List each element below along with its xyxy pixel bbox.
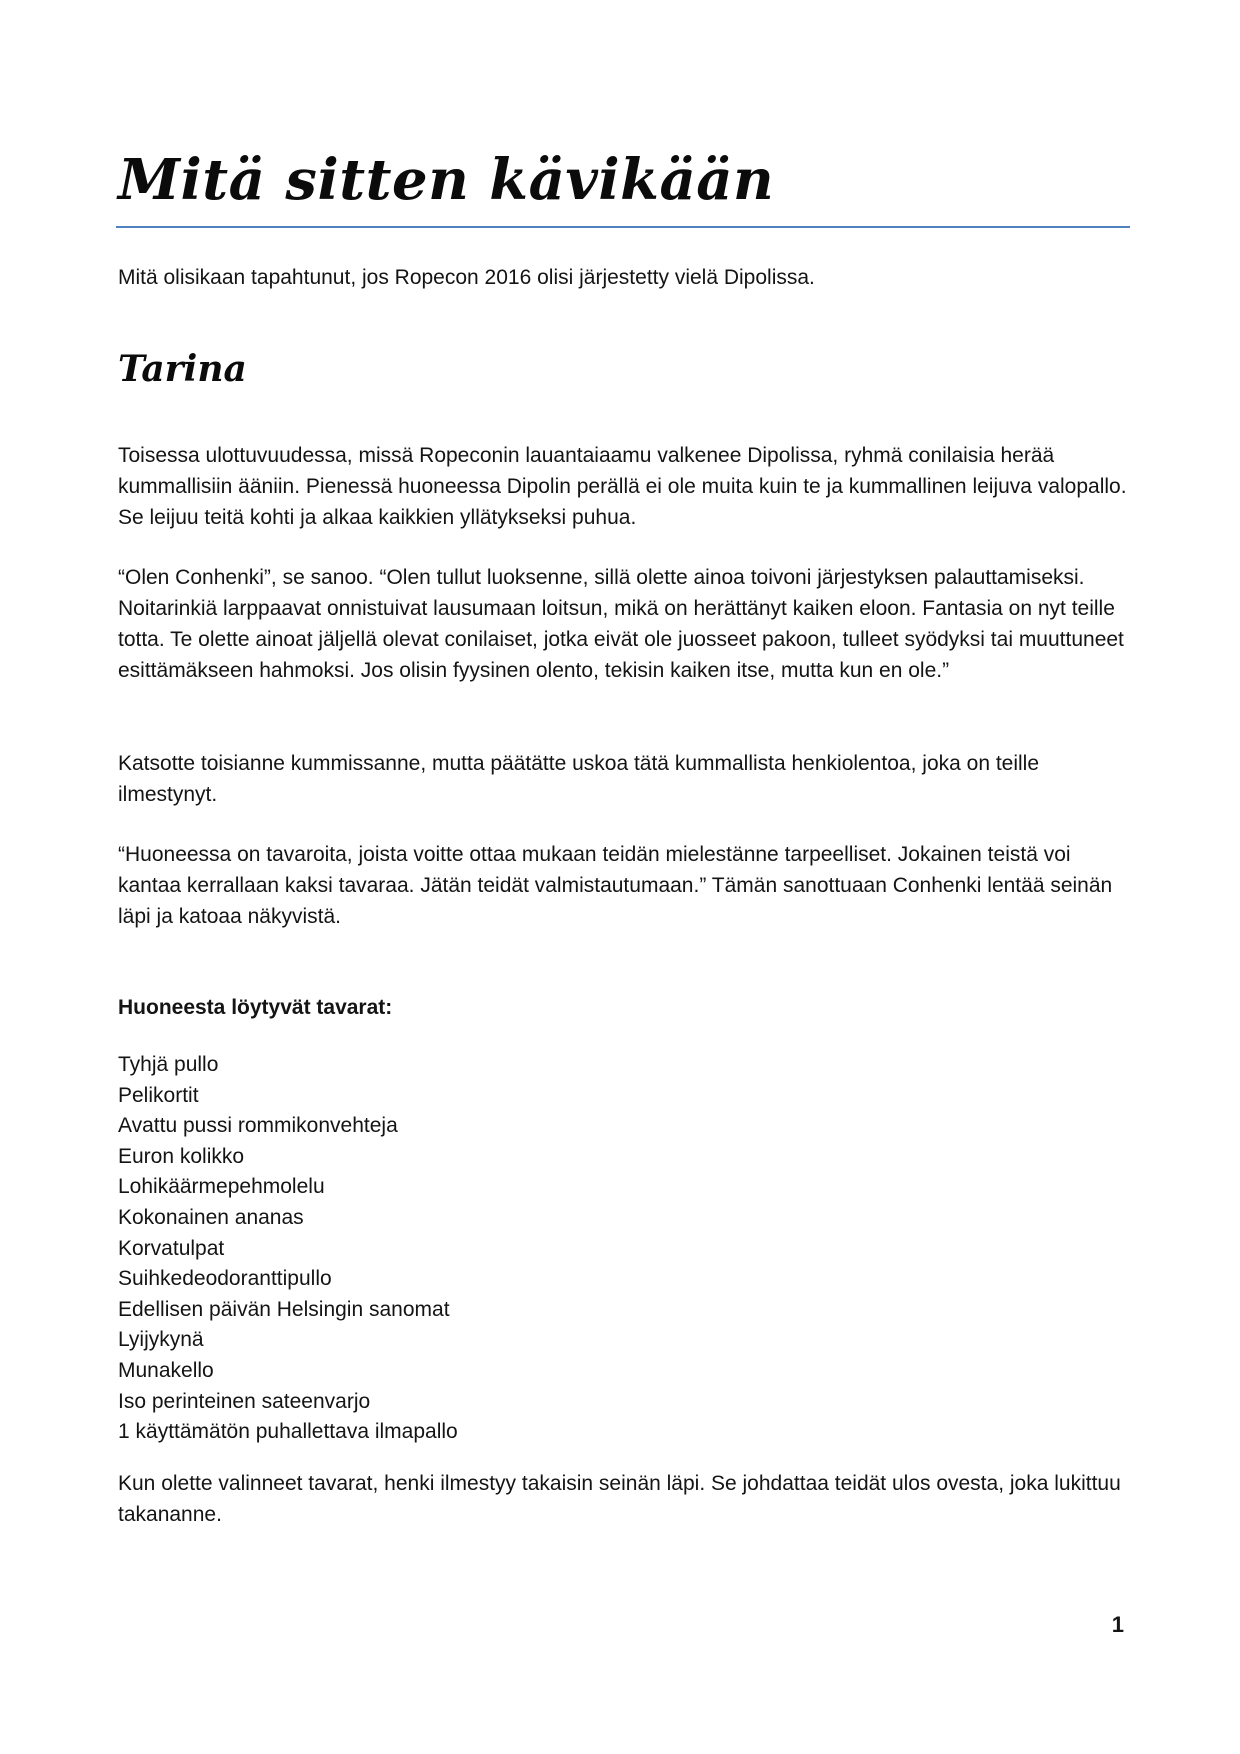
list-item: Lohikäärmepehmolelu [118, 1175, 325, 1199]
page-number: 1 [1111, 1612, 1124, 1637]
document-title: Mitä sitten kävikään [118, 147, 775, 213]
intro-paragraph: Mitä olisikaan tapahtunut, jos Ropecon 2016 olisi järjestetty vielä Dipolissa. [118, 266, 815, 289]
items-list [118, 1050, 458, 1448]
list-item: Avattu pussi rommikonvehteja [118, 1114, 398, 1138]
list-item: 1 käyttämätön puhallettava ilmapallo [118, 1420, 458, 1444]
list-item: Pelikortit [118, 1083, 199, 1107]
list-item: Munakello [118, 1358, 214, 1382]
story-paragraph-1: Toisessa ulottuvuudessa, missä Ropeconin lauantaiaamu valkenee Dipolissa, ryhmä conilaisia herää kummallisiin ääniin. Pienessä huoneessa Dipolin perällä ei ole muita kuin te ja kummallinen leijuva valopallo. Se leijuu teitä kohti ja alkaa kaikkien yllätykseksi puhua. [118, 444, 1127, 529]
section-heading-tarina: Tarina [118, 348, 247, 390]
list-item: Tyhjä pullo [118, 1053, 219, 1076]
closing-paragraph: Kun olette valinneet tavarat, henki ilmestyy takaisin seinän läpi. Se johdattaa teidät ulos ovesta, joka lukittuu takananne. [118, 1472, 1121, 1526]
list-item: Lyijykynä [118, 1328, 204, 1352]
story-paragraph-3: Katsotte toisianne kummissanne, mutta päätätte uskoa tätä kummallista henkiolentoa, joka on teille ilmestynyt. [118, 752, 1040, 806]
list-item: Kokonainen ananas [118, 1205, 304, 1229]
list-item: Euron kolikko [118, 1144, 245, 1168]
items-heading: Huoneesta löytyvät tavarat: [118, 996, 393, 1019]
list-item: Suihkedeodoranttipullo [118, 1267, 332, 1291]
story-paragraph-4: “Huoneessa on tavaroita, joista voitte ottaa mukaan teidän mielestänne tarpeelliset. Jokainen teistä voi kantaa kerrallaan kaksi tavaraa. Jätän teidät valmistautumaan.” Tämän sanottuaan Conhenki lentää seinän läpi ja katoaa näkyvistä. [118, 843, 1113, 928]
list-item: Korvatulpat [118, 1236, 225, 1260]
list-item: Edellisen päivän Helsingin sanomat [118, 1297, 450, 1321]
title-underline-rule [116, 226, 1130, 228]
list-item: Iso perinteinen sateenvarjo [118, 1389, 371, 1413]
story-paragraph-2: “Olen Conhenki”, se sanoo. “Olen tullut luoksenne, sillä olette ainoa toivoni järjestyksen palauttamiseksi. Noitarinkiä larppaavat onnistuivat lausumaan loitsun, mikä on herättänyt kaiken eloon. Fantasia on nyt teille totta. Te olette ainoat jäljellä olevat conilaiset, jotka eivät ole juosseet pakoon, tulleet syödyksi tai muuttuneet esittämäkseen hahmoksi. Jos olisin fyysinen olento, tekisin kaiken itse, mutta kun en ole.” [118, 566, 1124, 682]
